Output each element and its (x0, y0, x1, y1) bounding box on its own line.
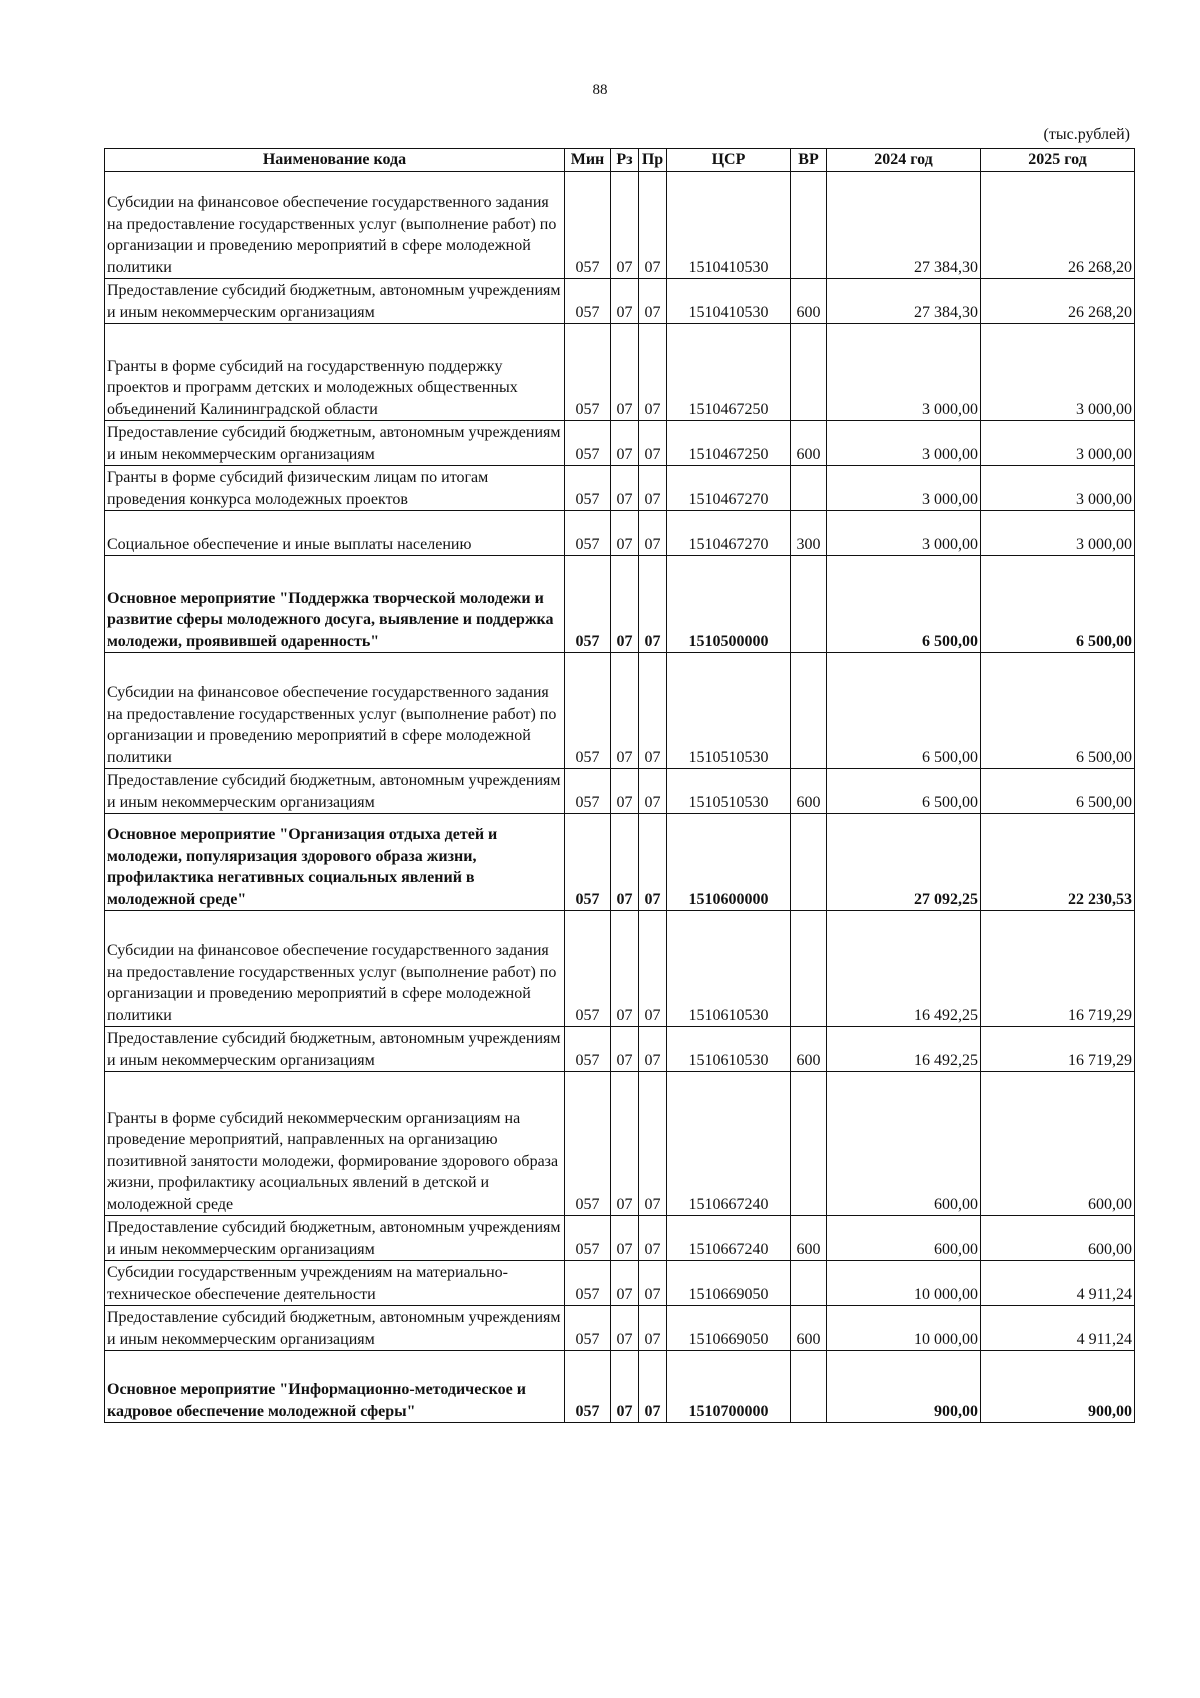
row-rz: 07 (611, 911, 639, 1027)
row-name: Предоставление субсидий бюджетным, автономным учреждениям и иным некоммерческим организациям (105, 1027, 565, 1072)
row-2024: 27 092,25 (827, 814, 981, 911)
row-vr (791, 653, 827, 769)
row-2024: 10 000,00 (827, 1261, 981, 1306)
row-rz: 07 (611, 279, 639, 324)
header-csr: ЦСР (667, 149, 791, 172)
row-name: Социальное обеспечение и иные выплаты населению (105, 511, 565, 556)
row-name: Предоставление субсидий бюджетным, автономным учреждениям и иным некоммерческим организациям (105, 769, 565, 814)
row-pr: 07 (639, 279, 667, 324)
row-2024: 16 492,25 (827, 1027, 981, 1072)
row-2025: 6 500,00 (981, 769, 1135, 814)
row-min: 057 (565, 814, 611, 911)
row-name: Основное мероприятие "Организация отдыха детей и молодежи, популяризация здорового образа жизни, профилактика негативных социальных явлений в молодежной среде" (105, 814, 565, 911)
row-vr: 600 (791, 1306, 827, 1351)
row-name: Субсидии на финансовое обеспечение государственного задания на предоставление государственных услуг (выполнение работ) по организации и проведению мероприятий в сфере молодежной политики (105, 911, 565, 1027)
row-pr: 07 (639, 556, 667, 653)
row-csr: 1510410530 (667, 279, 791, 324)
row-vr (791, 1261, 827, 1306)
row-2024: 27 384,30 (827, 172, 981, 279)
row-csr: 1510410530 (667, 172, 791, 279)
row-rz: 07 (611, 421, 639, 466)
row-min: 057 (565, 1306, 611, 1351)
row-rz: 07 (611, 511, 639, 556)
row-2025: 600,00 (981, 1216, 1135, 1261)
row-csr: 1510610530 (667, 911, 791, 1027)
row-min: 057 (565, 556, 611, 653)
row-pr: 07 (639, 466, 667, 511)
row-2025: 6 500,00 (981, 653, 1135, 769)
row-2025: 3 000,00 (981, 511, 1135, 556)
table-row (105, 814, 1135, 911)
row-min: 057 (565, 172, 611, 279)
row-min: 057 (565, 1072, 611, 1216)
row-csr: 1510667240 (667, 1072, 791, 1216)
units-note: (тыс.рублей) (1043, 126, 1130, 143)
row-2025: 4 911,24 (981, 1261, 1135, 1306)
header-2025: 2025 год (981, 149, 1135, 172)
row-name: Предоставление субсидий бюджетным, автономным учреждениям и иным некоммерческим организациям (105, 1216, 565, 1261)
row-csr: 1510700000 (667, 1351, 791, 1423)
row-csr: 1510510530 (667, 653, 791, 769)
row-name: Гранты в форме субсидий физическим лицам по итогам проведения конкурса молодежных проектов (105, 466, 565, 511)
row-csr: 1510467270 (667, 511, 791, 556)
row-rz: 07 (611, 1216, 639, 1261)
row-2024: 600,00 (827, 1216, 981, 1261)
row-vr: 600 (791, 1027, 827, 1072)
row-vr (791, 466, 827, 511)
row-rz: 07 (611, 1072, 639, 1216)
row-vr (791, 172, 827, 279)
row-csr: 1510467270 (667, 466, 791, 511)
row-2024: 16 492,25 (827, 911, 981, 1027)
row-name: Субсидии на финансовое обеспечение государственного задания на предоставление государственных услуг (выполнение работ) по организации и проведению мероприятий в сфере молодежной политики (105, 172, 565, 279)
row-2024: 27 384,30 (827, 279, 981, 324)
row-min: 057 (565, 911, 611, 1027)
row-2024: 3 000,00 (827, 466, 981, 511)
row-min: 057 (565, 1216, 611, 1261)
table-row (105, 653, 1135, 769)
row-min: 057 (565, 421, 611, 466)
header-name: Наименование кода (105, 149, 565, 172)
row-pr: 07 (639, 814, 667, 911)
row-name: Гранты в форме субсидий некоммерческим организациям на проведение мероприятий, направленных на организацию позитивной занятости молодежи, формирование здорового образа жизни, профилактику асоциальных явлений в детской и молодежной среде (105, 1072, 565, 1216)
row-2024: 10 000,00 (827, 1306, 981, 1351)
row-2025: 6 500,00 (981, 556, 1135, 653)
table-row (105, 279, 1135, 324)
table-row (105, 1216, 1135, 1261)
row-2025: 16 719,29 (981, 911, 1135, 1027)
row-name: Субсидии государственным учреждениям на материально-техническое обеспечение деятельности (105, 1261, 565, 1306)
row-min: 057 (565, 769, 611, 814)
row-csr: 1510669050 (667, 1261, 791, 1306)
row-2025: 3 000,00 (981, 421, 1135, 466)
row-2025: 3 000,00 (981, 324, 1135, 421)
row-pr: 07 (639, 1027, 667, 1072)
row-name: Предоставление субсидий бюджетным, автономным учреждениям и иным некоммерческим организациям (105, 1306, 565, 1351)
row-vr: 600 (791, 769, 827, 814)
table-row (105, 421, 1135, 466)
row-2025: 600,00 (981, 1072, 1135, 1216)
row-2024: 3 000,00 (827, 421, 981, 466)
row-2025: 3 000,00 (981, 466, 1135, 511)
row-pr: 07 (639, 511, 667, 556)
row-pr: 07 (639, 421, 667, 466)
row-csr: 1510669050 (667, 1306, 791, 1351)
row-2024: 3 000,00 (827, 511, 981, 556)
row-name: Гранты в форме субсидий на государственную поддержку проектов и программ детских и молодежных общественных объединений Калининградской области (105, 324, 565, 421)
header-vr: ВР (791, 149, 827, 172)
table-row (105, 1027, 1135, 1072)
header-2024: 2024 год (827, 149, 981, 172)
row-2024: 6 500,00 (827, 653, 981, 769)
table-row (105, 172, 1135, 279)
row-rz: 07 (611, 324, 639, 421)
row-vr (791, 556, 827, 653)
row-pr: 07 (639, 1072, 667, 1216)
row-name: Основное мероприятие "Информационно-методическое и кадровое обеспечение молодежной сферы" (105, 1351, 565, 1423)
row-vr (791, 814, 827, 911)
row-rz: 07 (611, 1306, 639, 1351)
row-2025: 900,00 (981, 1351, 1135, 1423)
row-min: 057 (565, 511, 611, 556)
row-pr: 07 (639, 769, 667, 814)
row-csr: 1510600000 (667, 814, 791, 911)
table-row (105, 1072, 1135, 1216)
row-vr: 300 (791, 511, 827, 556)
row-pr: 07 (639, 1351, 667, 1423)
row-csr: 1510667240 (667, 1216, 791, 1261)
row-vr (791, 1072, 827, 1216)
row-vr: 600 (791, 1216, 827, 1261)
row-vr (791, 1351, 827, 1423)
row-rz: 07 (611, 556, 639, 653)
table-row (105, 1306, 1135, 1351)
row-csr: 1510610530 (667, 1027, 791, 1072)
row-pr: 07 (639, 1261, 667, 1306)
row-rz: 07 (611, 466, 639, 511)
table-row (105, 324, 1135, 421)
row-rz: 07 (611, 1351, 639, 1423)
row-min: 057 (565, 1351, 611, 1423)
row-csr: 1510510530 (667, 769, 791, 814)
table-row (105, 1261, 1135, 1306)
row-name: Предоставление субсидий бюджетным, автономным учреждениям и иным некоммерческим организациям (105, 279, 565, 324)
table-header-row (105, 149, 1135, 172)
row-rz: 07 (611, 814, 639, 911)
row-vr: 600 (791, 421, 827, 466)
table-row (105, 1351, 1135, 1423)
row-pr: 07 (639, 1216, 667, 1261)
row-min: 057 (565, 324, 611, 421)
row-min: 057 (565, 279, 611, 324)
row-2025: 16 719,29 (981, 1027, 1135, 1072)
row-rz: 07 (611, 1261, 639, 1306)
row-min: 057 (565, 653, 611, 769)
header-rz: Рз (611, 149, 639, 172)
table-row (105, 511, 1135, 556)
row-name: Субсидии на финансовое обеспечение государственного задания на предоставление государственных услуг (выполнение работ) по организации и проведению мероприятий в сфере молодежной политики (105, 653, 565, 769)
row-csr: 1510467250 (667, 421, 791, 466)
row-pr: 07 (639, 172, 667, 279)
row-rz: 07 (611, 1027, 639, 1072)
budget-table (104, 148, 1135, 1423)
row-2024: 6 500,00 (827, 556, 981, 653)
row-2024: 900,00 (827, 1351, 981, 1423)
row-csr: 1510500000 (667, 556, 791, 653)
table-row (105, 911, 1135, 1027)
table-row (105, 466, 1135, 511)
row-csr: 1510467250 (667, 324, 791, 421)
row-2025: 4 911,24 (981, 1306, 1135, 1351)
row-name: Предоставление субсидий бюджетным, автономным учреждениям и иным некоммерческим организациям (105, 421, 565, 466)
row-vr: 600 (791, 279, 827, 324)
row-2025: 26 268,20 (981, 279, 1135, 324)
row-rz: 07 (611, 172, 639, 279)
row-name: Основное мероприятие "Поддержка творческой молодежи и развитие сферы молодежного досуга, выявление и поддержка молодежи, проявившей одаренность" (105, 556, 565, 653)
table-row (105, 769, 1135, 814)
row-2025: 26 268,20 (981, 172, 1135, 279)
table-body (105, 172, 1135, 1423)
row-rz: 07 (611, 769, 639, 814)
header-pr: Пр (639, 149, 667, 172)
row-2024: 6 500,00 (827, 769, 981, 814)
row-pr: 07 (639, 911, 667, 1027)
row-vr (791, 911, 827, 1027)
row-vr (791, 324, 827, 421)
row-2024: 600,00 (827, 1072, 981, 1216)
row-pr: 07 (639, 324, 667, 421)
row-2024: 3 000,00 (827, 324, 981, 421)
row-min: 057 (565, 1261, 611, 1306)
row-pr: 07 (639, 653, 667, 769)
row-min: 057 (565, 466, 611, 511)
row-2025: 22 230,53 (981, 814, 1135, 911)
row-pr: 07 (639, 1306, 667, 1351)
row-min: 057 (565, 1027, 611, 1072)
row-rz: 07 (611, 653, 639, 769)
header-min: Мин (565, 149, 611, 172)
table-row (105, 556, 1135, 653)
page-number: 88 (592, 82, 608, 98)
